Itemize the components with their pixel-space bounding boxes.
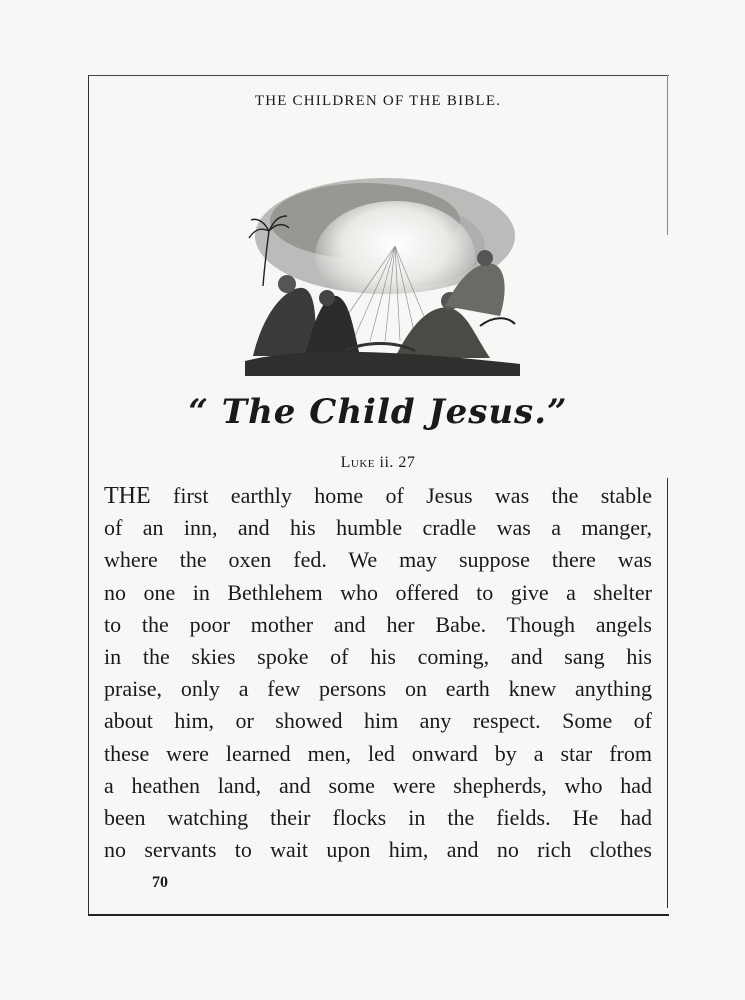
- body-line: where the oxen fed. We may suppose there was: [104, 547, 652, 573]
- body-line: to the poor mother and her Babe. Though angels: [104, 611, 652, 637]
- body-line: [104, 480, 652, 512]
- body-line: these were learned men, led onward by a star from: [104, 740, 652, 766]
- citation-reference: ii. 27: [379, 454, 416, 471]
- body-line: a heathen land, and some were shepherds, who had: [104, 772, 652, 798]
- body-line: of an inn, and his humble cradle was a manger,: [104, 515, 652, 541]
- body-line: about him, or showed him any respect. Some of: [104, 708, 652, 734]
- body-paragraph: [104, 480, 652, 866]
- body-line: praise, only a few persons on earth knew anything: [104, 676, 652, 702]
- body-line: no servants to wait upon him, and no rich clothes: [104, 837, 652, 863]
- scripture-citation: [88, 454, 668, 472]
- body-line: been watching their flocks in the fields. He had: [104, 805, 652, 831]
- nativity-engraving-icon: [245, 176, 520, 376]
- body-line: no one in Bethlehem who offered to give a shelter: [104, 579, 652, 605]
- running-title: THE CHILDREN OF THE BIBLE.: [254, 93, 502, 109]
- body-line: in the skies spoke of his coming, and sang his: [104, 644, 652, 670]
- page-border-right: [667, 478, 668, 908]
- citation-book: Luke: [340, 454, 375, 471]
- lead-word: THE: [104, 483, 151, 509]
- chapter-title: “ The Child Jesus.”: [188, 392, 568, 432]
- page-number: 70: [152, 874, 168, 891]
- body-line-text: first earthly home of Jesus was the stable: [173, 483, 653, 508]
